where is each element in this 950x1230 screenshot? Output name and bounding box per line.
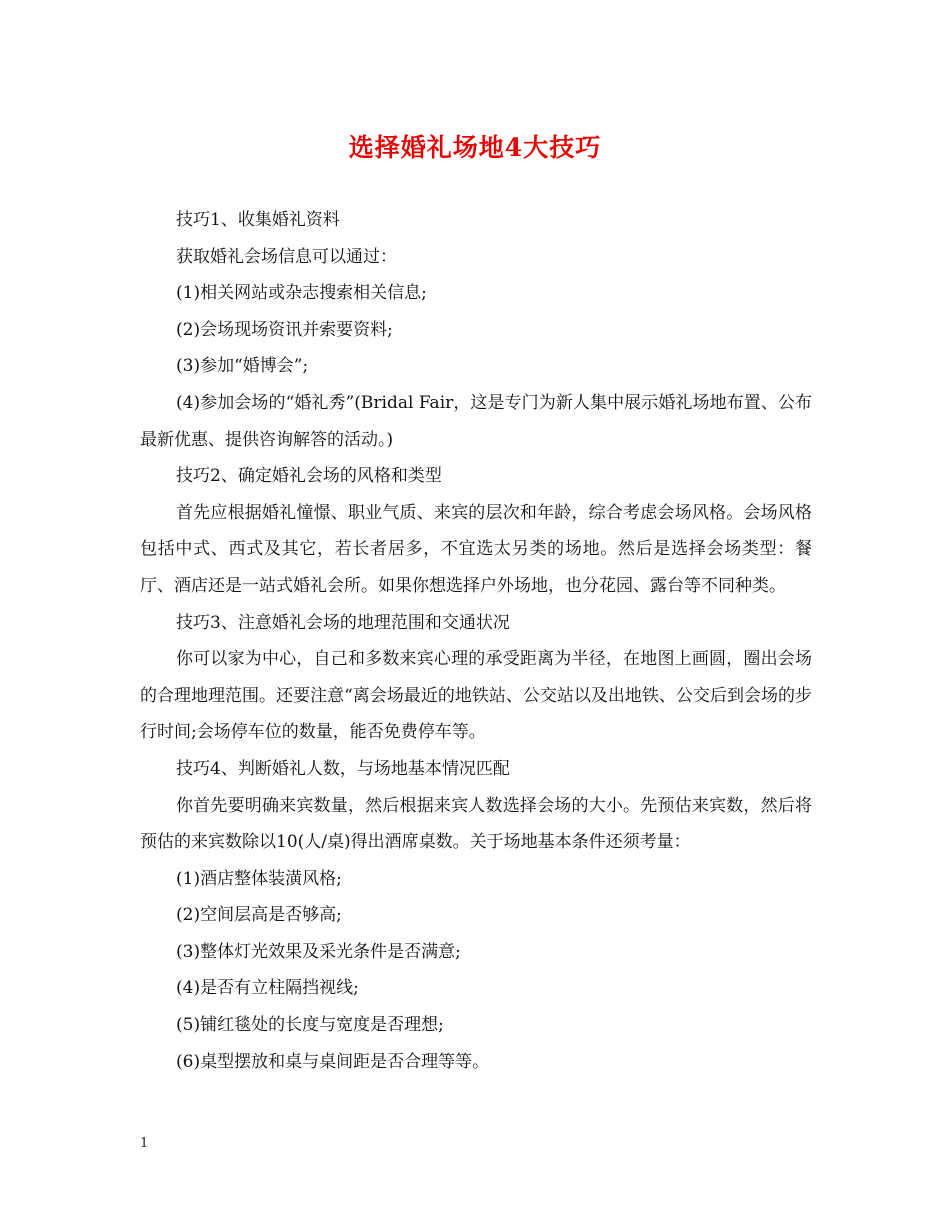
paragraph: 首先应根据婚礼憧憬、职业气质、来宾的层次和年龄，综合考虑会场风格。会场风格包括中式、西式及其它，若长者居多，不宜选太另类的场地。然后是选择会场类型：餐厅、酒店还是一站式婚礼会所。如果你想选择户外场地，也分花园、露台等不同种类。: [140, 502, 812, 596]
list-item: (3)整体灯光效果及采光条件是否满意;: [176, 941, 461, 962]
heading-tip-1: 技巧1、收集婚礼资料: [176, 210, 340, 230]
list-item: (4)参加会场的“婚礼秀”(Bridal Fair，这是专门为新人集中展示婚礼场地布置、公布最新优惠、提供咨询解答的活动。): [140, 392, 812, 450]
list-item: (1)相关网站或杂志搜索相关信息;: [176, 283, 427, 304]
list-item: (3)参加“婚博会”;: [176, 356, 309, 377]
document-title: 选择婚礼场地4大技巧: [348, 133, 602, 162]
paragraph: 获取婚礼会场信息可以通过：: [176, 246, 397, 267]
list-item: (6)桌型摆放和桌与桌间距是否合理等等。: [176, 1051, 490, 1072]
heading-tip-4: 技巧4、判断婚礼人数，与场地基本情况匹配: [176, 758, 510, 779]
page-number: 1: [140, 1136, 149, 1151]
list-item: (2)会场现场资讯并索要资料;: [176, 319, 393, 340]
heading-tip-2: 技巧2、确定婚礼会场的风格和类型: [176, 466, 442, 487]
paragraph: 你首先要明确来宾数量，然后根据来宾人数选择会场的大小。先预估来宾数，然后将预估的来宾数除以10(人/桌)得出酒席桌数。关于场地基本条件还须考量：: [140, 795, 812, 853]
heading-tip-3: 技巧3、注意婚礼会场的地理范围和交通状况: [176, 612, 510, 633]
list-item: (2)空间层高是否够高;: [176, 905, 342, 926]
list-item: (4)是否有立柱隔挡视线;: [176, 978, 359, 999]
paragraph: 你可以家为中心，自己和多数来宾心理的承受距离为半径，在地图上画圆，圈出会场的合理地理范围。还要注意“离会场最近的地铁站、公交站以及出地铁、公交后到会场的步行时间;会场停车位的数量，能否免费停车等。: [140, 649, 812, 743]
list-item: (5)铺红毯处的长度与宽度是否理想;: [176, 1015, 444, 1036]
list-item: (1)酒店整体装潢风格;: [176, 868, 342, 889]
document-body: [140, 202, 812, 1080]
